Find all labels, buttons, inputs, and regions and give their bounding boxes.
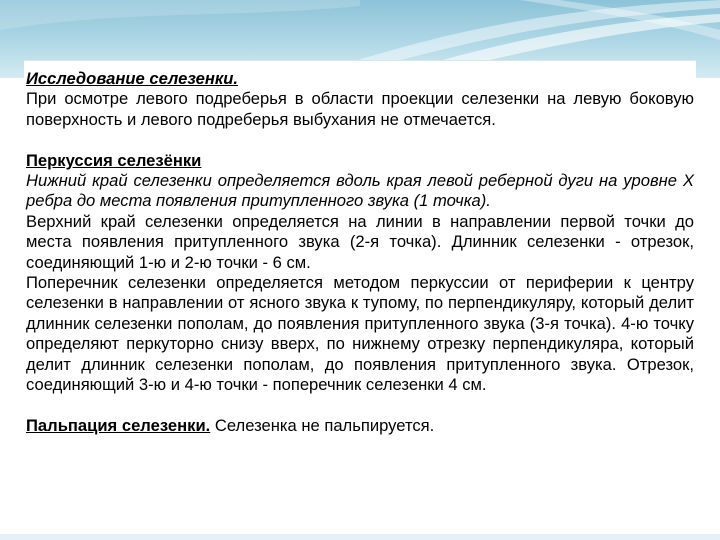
wave-stroke-3 (0, 0, 360, 30)
upper-edge-paragraph: Верхний край селезенки определяется на линии в направлении первой точки до места появления притупленного звука (2-я точка). Длинник селезенки - отрезок, соединяющий 1-ю и 2-ю точки - 6 см. (26, 211, 694, 272)
percussion-heading: Перкуссия селезёнки (26, 150, 202, 170)
palpation-text: Селезенка не пальпируется. (210, 415, 435, 435)
text-content (26, 69, 694, 436)
slide-content-panel (24, 60, 696, 529)
palpation-heading: Пальпация селезенки. (26, 415, 211, 435)
transverse-paragraph: Поперечник селезенки определяется методом перкуссии от периферии к центру селезенки в направлении от ясного звука к тупому, по перпендикуляру, который делит длинник селезенки пополам, до появления притупленного звука (3-я точка). 4-ю точку определяют перкуторно снизу вверх, по нижнему отрезку перпендикуляра, который делит длинник селезенки пополам, до появления притупленного звука. Отрезок, соединяющий 3-ю и 4-ю точки - поперечник селезенки 4 см. (26, 273, 694, 395)
footer-band (0, 534, 720, 540)
spleen-exam-heading: Исследование селезенки. (26, 69, 238, 88)
inspection-paragraph: При осмотре левого подреберья в области проекции селезенки на левую боковую поверхность и левого подреберья выбухания не отмечается. (26, 89, 694, 129)
lower-edge-paragraph: Нижний край селезенки определяется вдоль края левой реберной дуги на уровне Х ребра до места появления притупленного звука (1 точка). (26, 171, 694, 211)
spacer (26, 395, 694, 415)
spacer (26, 130, 694, 150)
